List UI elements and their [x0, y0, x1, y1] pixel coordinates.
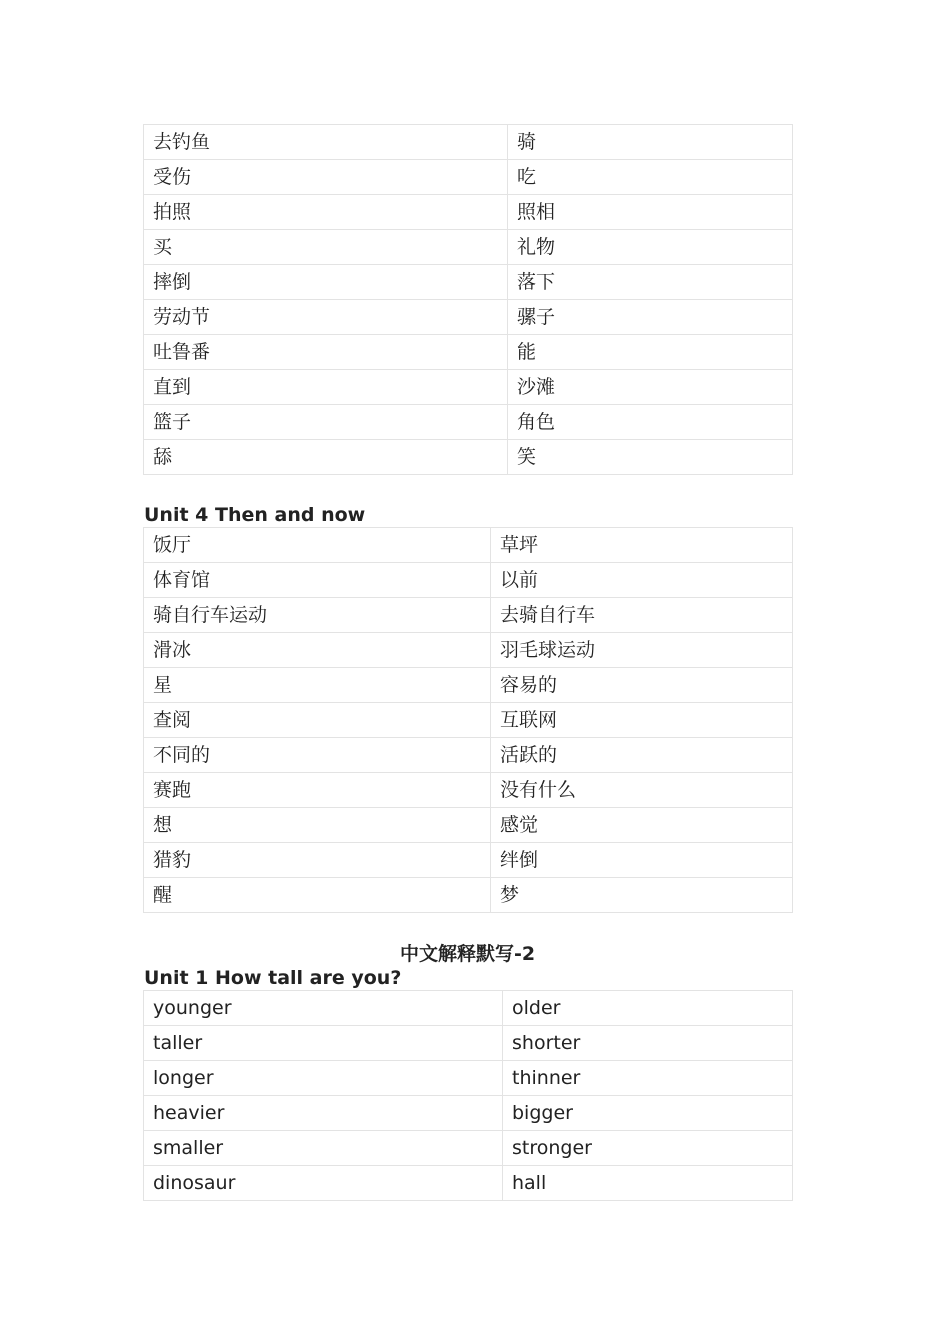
table-row: [144, 230, 793, 265]
table-row: [144, 370, 793, 405]
term-cell-right: shorter: [503, 1026, 793, 1061]
term-cell-right: 吃: [508, 160, 793, 195]
term-cell-left: 篮子: [144, 405, 508, 440]
table-row: [144, 703, 793, 738]
table-row: [144, 878, 793, 913]
term-cell-right: 礼物: [508, 230, 793, 265]
term-cell-left: 直到: [144, 370, 508, 405]
term-cell-right: 梦: [491, 878, 793, 913]
term-cell-right: 去骑自行车: [491, 598, 793, 633]
table-row: [144, 668, 793, 703]
term-cell-left: 舔: [144, 440, 508, 475]
table-row: [144, 1131, 793, 1166]
term-cell-left: 查阅: [144, 703, 491, 738]
vocab-table-a: [143, 124, 793, 475]
table-row: [144, 265, 793, 300]
vocab-table-c: [143, 990, 793, 1201]
term-cell-right: thinner: [503, 1061, 793, 1096]
term-cell-right: 落下: [508, 265, 793, 300]
term-cell-right: 草坪: [491, 528, 793, 563]
term-cell-right: 没有什么: [491, 773, 793, 808]
term-cell-left: 不同的: [144, 738, 491, 773]
term-cell-right: stronger: [503, 1131, 793, 1166]
term-cell-right: 绊倒: [491, 843, 793, 878]
table-row: [144, 125, 793, 160]
table-row: [144, 633, 793, 668]
table-row: [144, 528, 793, 563]
term-cell-right: bigger: [503, 1096, 793, 1131]
page-title: 中文解释默写-2: [399, 943, 536, 965]
term-cell-left: heavier: [144, 1096, 503, 1131]
term-cell-left: 买: [144, 230, 508, 265]
table-row: [144, 195, 793, 230]
table-row: [144, 1061, 793, 1096]
table-row: [144, 991, 793, 1026]
term-cell-right: 容易的: [491, 668, 793, 703]
term-cell-left: 摔倒: [144, 265, 508, 300]
term-cell-left: taller: [144, 1026, 503, 1061]
table-row: [144, 300, 793, 335]
term-cell-left: longer: [144, 1061, 503, 1096]
table-row: [144, 738, 793, 773]
table-row: [144, 160, 793, 195]
table-row: [144, 563, 793, 598]
term-cell-left: 拍照: [144, 195, 508, 230]
term-cell-left: 吐鲁番: [144, 335, 508, 370]
table-row: [144, 335, 793, 370]
term-cell-left: 体育馆: [144, 563, 491, 598]
term-cell-right: 照相: [508, 195, 793, 230]
table-row: [144, 773, 793, 808]
term-cell-left: 受伤: [144, 160, 508, 195]
term-cell-right: hall: [503, 1166, 793, 1201]
vocab-section-c: [143, 942, 792, 1201]
term-cell-right: 羽毛球运动: [491, 633, 793, 668]
term-cell-left: younger: [144, 991, 503, 1026]
vocab-section-a: [143, 124, 792, 475]
term-cell-right: 活跃的: [491, 738, 793, 773]
term-cell-right: 沙滩: [508, 370, 793, 405]
unit-heading: Unit 4 Then and now: [144, 504, 366, 526]
unit-heading: Unit 1 How tall are you?: [144, 967, 402, 989]
term-cell-left: 猎豹: [144, 843, 491, 878]
table-row: [144, 1096, 793, 1131]
term-cell-left: 醒: [144, 878, 491, 913]
term-cell-left: 想: [144, 808, 491, 843]
term-cell-right: 骑: [508, 125, 793, 160]
term-cell-left: 劳动节: [144, 300, 508, 335]
term-cell-right: 互联网: [491, 703, 793, 738]
vocab-table-b: [143, 527, 793, 913]
table-row: [144, 598, 793, 633]
table-row: [144, 843, 793, 878]
term-cell-left: 饭厅: [144, 528, 491, 563]
term-cell-right: 以前: [491, 563, 793, 598]
table-row: [144, 1026, 793, 1061]
term-cell-left: 骑自行车运动: [144, 598, 491, 633]
term-cell-right: 感觉: [491, 808, 793, 843]
table-row: [144, 808, 793, 843]
term-cell-left: dinosaur: [144, 1166, 503, 1201]
term-cell-left: 去钓鱼: [144, 125, 508, 160]
term-cell-right: 能: [508, 335, 793, 370]
term-cell-right: 笑: [508, 440, 793, 475]
term-cell-left: 星: [144, 668, 491, 703]
term-cell-right: 角色: [508, 405, 793, 440]
table-row: [144, 405, 793, 440]
term-cell-left: smaller: [144, 1131, 503, 1166]
table-row: [144, 440, 793, 475]
vocab-section-b: [143, 503, 792, 913]
term-cell-right: older: [503, 991, 793, 1026]
table-row: [144, 1166, 793, 1201]
term-cell-right: 骡子: [508, 300, 793, 335]
term-cell-left: 滑冰: [144, 633, 491, 668]
term-cell-left: 赛跑: [144, 773, 491, 808]
